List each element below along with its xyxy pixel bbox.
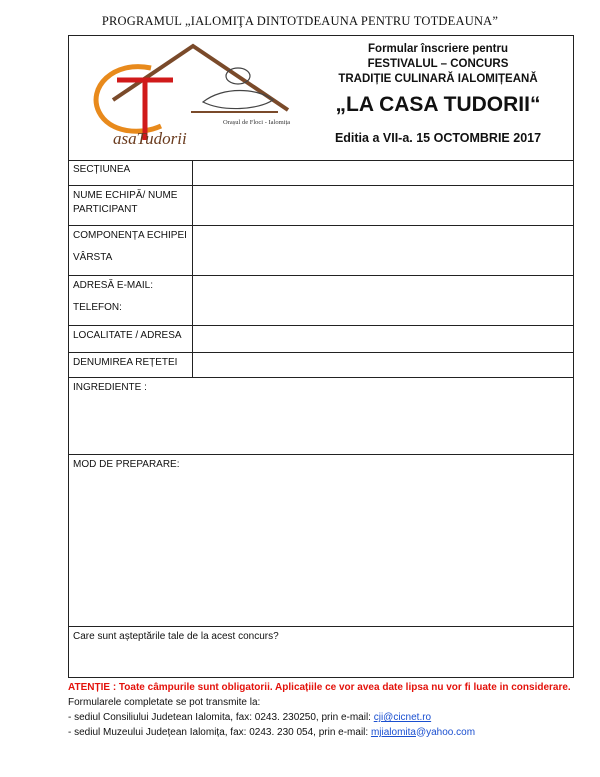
row-sectiunea[interactable] <box>69 160 573 186</box>
label-denumirea: DENUMIREA REȚETEI <box>69 353 193 377</box>
label-nume <box>69 186 193 225</box>
label-telefon: TELEFON: <box>73 302 122 313</box>
label-asteptari: Care sunt așteptările tale de la acest concurs? <box>73 631 279 642</box>
contact-line-2 <box>68 725 588 740</box>
label-componenta-text: COMPONENȚA ECHIPEI <box>73 230 187 241</box>
email-link-cji[interactable]: cji@cicnet.ro <box>373 712 432 723</box>
casa-tudorii-logo <box>73 40 303 155</box>
contact-line-2-text: - sediul Muzeului Județean Ialomița, fax: 0243. 230 054, prin e-mail: <box>68 727 371 738</box>
label-nume-line2: PARTICIPANT <box>73 204 138 215</box>
edition-date: Editia a VII-a. 15 OCTOMBRIE 2017 <box>334 131 542 145</box>
email-domain: @yahoo.com <box>415 727 476 738</box>
registration-form <box>68 35 574 678</box>
header-text <box>307 42 569 145</box>
row-ingrediente[interactable] <box>69 378 573 455</box>
header-line1: Formular înscriere pentru <box>368 43 508 55</box>
form-header <box>69 36 573 161</box>
label-mod-preparare: MOD DE PREPARARE: <box>73 459 180 470</box>
program-title: PROGRAMUL „IALOMIŢA DINTOTDEAUNA PENTRU TOTDEAUNA” <box>101 14 499 28</box>
row-nume[interactable] <box>69 186 573 226</box>
header-line2: FESTIVALUL – CONCURS <box>367 58 509 70</box>
row-asteptari[interactable] <box>69 627 573 677</box>
event-name: „LA CASA TUDORII“ <box>335 93 541 116</box>
label-varsta: VÂRSTA <box>73 252 113 263</box>
label-contact <box>69 276 193 325</box>
atentie-warning: ATENȚIE : Toate câmpurile sunt obligatorii. Aplicațiile ce vor avea date lipsa nu vor fi luate in considerare. <box>68 682 571 693</box>
row-localitate[interactable] <box>69 326 573 353</box>
row-componenta[interactable] <box>69 226 573 276</box>
label-componenta <box>69 226 193 275</box>
email-link-muzeu[interactable]: mjialomita <box>370 727 416 738</box>
label-localitate: LOCALITATE / ADRESA <box>69 326 193 352</box>
row-denumirea[interactable] <box>69 353 573 378</box>
header-line3: TRADIȚIE CULINARĂ IALOMIȚEANĂ <box>338 73 538 85</box>
row-mod-preparare[interactable] <box>69 455 573 627</box>
contact-line-1-text: - sediul Consiliului Judetean Ialomita, fax: 0243. 230250, prin e-mail: <box>68 712 374 723</box>
footer-notes <box>68 680 588 740</box>
contact-line-1 <box>68 710 588 725</box>
logo-brand-text: asaTudorii <box>113 129 187 148</box>
transmit-text: Formularele completate se pot transmite la: <box>68 697 261 708</box>
label-email: ADRESĂ E-MAIL: <box>73 280 154 291</box>
logo-town-text: Orașul de Floci - Ialomița <box>223 119 291 126</box>
label-sectiunea: SECȚIUNEA <box>69 160 193 185</box>
label-nume-line1: NUME ECHIPĂ/ NUME <box>73 190 178 201</box>
row-contact[interactable] <box>69 276 573 326</box>
label-ingrediente: INGREDIENTE : <box>73 382 147 393</box>
